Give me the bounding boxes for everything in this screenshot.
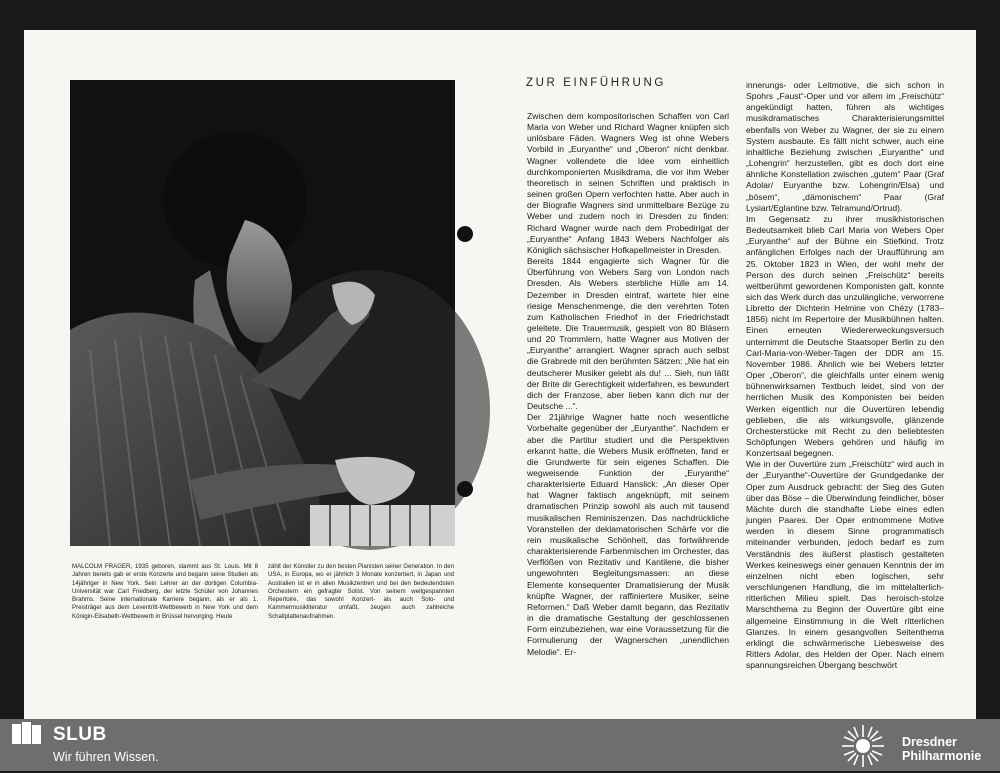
pianist-photo (70, 80, 455, 546)
photo-caption-left: MALCOLM FRAGER, 1935 geboren, stammt aus St. Louis. Mit 8 Jahren bereits gab er erste Konzerte und begann seine Studien als 14jähriger in New York. Sein Lehrer an der dortigen Columbia-Universität war Carl Friedberg, der letzte Schüler von Johannes Brahms. Seine internationale Karriere begann, als er als 1. Preisträger aus dem Leventritt-Wettbewerb in New York und dem Königin-Elisabeth-Wettbewerb in Brüssel hervorging. Heute (72, 563, 258, 620)
photo-caption-right: zählt der Künstler zu den besten Pianisten seiner Generation. In den USA, in Europa, wo er jährlich 3 Monate konzertiert, in Japan und Australien ist er in allen Musikzentren und bei den bedeutendsten Orchestern ein gefragter Solist. Von seinem weitgespannten Repertoire, das sowohl Konzert- als auch Solo- und Kammermusikliteratur umfaßt, zeugen auch zahlreiche Schallplattenaufnahmen. (268, 563, 454, 620)
text-column-1 (527, 111, 729, 657)
section-heading: ZUR EINFÜHRUNG (526, 77, 666, 89)
paragraph: Der 21jährige Wagner hatte noch wesentliche Vorbehalte gegenüber der „Euryanthe“. Nachdem er aber die Partitur studiert und die Perspektiven erkannt hatte, die Webers Musik eröffneten, fand er die Grundwerte für sein eigenes Schaffen. Die wegweisende Funktion der „Euryanthe“ charakterisierte Eduard Hanslick: „An dieser Oper hat Wagner faktisch angeknüpft, mit seinem dramatischen Prinzip sowohl als auch mit tausend musikalischen Reminiszenzen. Das nachdrückliche Voranstellen der deklamatorischen Schärfe vor die rein musikalische Schönheit, das fortwährende charakterisierende Farbenmischen im Orchester, das Verflößen von Rezitativ und Kantilene, die bisher ungewohnten Begleitungsmassen: an diese Elemente konsequenter Dramatisierung der Musik knüpfte Wagner, der raffiniertere Musiker, seine Reformen.“ Daß Weber damit begann, das Rezitativ in die dramatische Gestaltung der geschlossenen Form einzubeziehen, war eine Voraussetzung für die Formulierung der Wagnerschen „unendlichen Melodie“. Er- (527, 412, 729, 657)
philharmonie-name-line1: Dresdner (902, 735, 957, 749)
punch-hole (457, 481, 473, 497)
text-column-2 (746, 80, 944, 671)
paragraph: Im Gegensatz zu ihrer musikhistorischen Bedeutsamkeit blieb Carl Maria von Webers Oper „Euryanthe“ auf der Bühne ein Stiefkind. Trotz anfänglichen Erfolges nach der Uraufführung am 25. Oktober 1823 in Wien, der wohl mehr der Person des durch seinen „Freischütz“ bereits weltberühmt gewordenen Komponisten galt, konnte sich das Werk durch das unzulängliche, verworrene Libretto der Dichterin Helmine von Chézy (1783–1856) nicht im Repertoire der Musikbühnen halten. Einen erneuten Wiedererweckungsversuch unternimmt die Deutsche Staatsoper Berlin zu den Carl-Maria-von-Weber-Tagen der DDR am 15. November 1986. Ähnlich wie bei Webers letzter Oper „Oberon“, die gleichfalls unter einem wenig bühnenwirksamen Textbuch leidet, sind von der herrlichen Musik des Komponisten bei beiden Werken eigentlich nur die Ouvertüren lebendig geblieben, die als wirkungsvolle, glänzende Orchesterstücke mit Recht zu den beliebtesten Schöpfungen Webers gehören und häufig im Konzertsaal begegnen. (746, 213, 944, 459)
slub-logo-icon[interactable] (12, 722, 42, 744)
slub-brand-name[interactable]: SLUB (53, 724, 107, 745)
paragraph: Bereits 1844 engagierte sich Wagner für die Überführung von Webers Sarg von London nach Dresden. Als Webers sterbliche Hülle am 14. Dezember in Dresden eintraf, wartete hier eine riesige Menschenmenge, die den verehrten Toten zum Katholischen Friedhof in der Friedrichstadt geleitete. Die Trauermusik, gespielt von 80 Bläsern und 20 Trommlern, hatte Wagner aus Motiven der „Euryanthe“ arrangiert. Wagner sprach auch selbst die Grabrede mit den berühmten Sätzen: „Nie hat ein deutscherer Musiker gelebt als du! ... Sieh, nun läßt der Brite dir Gerechtigkeit widerfahren, es bewundert dich der Franzose, aber lieben kann dich nur der Deutsche ...“. (527, 256, 729, 412)
punch-hole (457, 226, 473, 242)
paragraph: Wie in der Ouvertüre zum „Freischütz“ wird auch in der „Euryanthe“-Ouvertüre der Grundgedanke der Oper zum Ausdruck gebracht: der Sieg des Guten über das Böse – die Überwindung feindlicher, böser Mächte durch die standhafte Liebe eines edlen jungen Paares. Der Oper entnommene Motive werden in diesem Sinne programmatisch miteinander verbunden, jedoch bedarf es zum Verständnis des äußerst plastisch gestalteten Werkes keineswegs einer genauen Kenntnis der im einzelnen nicht eben logischen, sehr verschlungenen Handlung, die im mittelalterlich-ritterlichen Milieu spielt. Das heroisch-stolze Marschthema zu Beginn der Ouvertüre gibt eine allgemeine Einstimmung in die Welt ritterlichen Glanzes. In einem gesangvollen Seitenthema erklingt die schwärmerische Liebesweise des Ritters Adolar, des Helden der Oper. Nach einem spannungsreichen Übergang beschwört (746, 459, 944, 671)
paragraph: Zwischen dem kompositorischen Schaffen von Carl Maria von Weber und Richard Wagner knüpfen sich unlösbare Fäden. Wagners Weg ist ohne Webers Vorbild in „Euryanthe“ und „Oberon“ nicht denkbar. Wagner vollendete die Idee vom einheitlich durchkomponierten Musikdrama, die vor ihm Weber theoretisch in seinen Schriften und praktisch in seinen großen Opern verfochten hatte. Aber auch in der Biografie Wagners sind unmittelbare Bezüge zu Weber und zudem noch in Dresden zu finden: Richard Wagner wurde nach dem Probedirigat der „Euryanthe“ Anfang 1843 Webers Nachfolger als Königlich sächsischer Hofkapellmeister in Dresden. (527, 111, 729, 255)
philharmonie-sun-logo-icon[interactable] (840, 723, 886, 769)
slub-tagline: Wir führen Wissen. (53, 750, 159, 764)
paragraph: innerungs- oder Leitmotive, die sich schon in Spohrs „Faust“-Oper und vor allem im „Freischütz“ angekündigt hatten, führen als wichtiges musikdramatisches Charakterisierungsmittel ebenfalls von Weber zu Wagner, der sie zu einem System ausbaute. Es fällt nicht schwer, auch eine inhaltliche Beziehung zwischen „Euryanthe“ und „Lohengrin“ herzustellen, gibt es doch dort eine ähnliche Konstellation zwischen „gutem“ Paar (Graf Adolar/ Euryanthe bzw. Lohengrin/Elsa) und „bösem“, „dämonischem“ Paar (Graf Lysiart/Eglantine bzw. Telramund/Ortrud). (746, 80, 944, 213)
philharmonie-name-line2: Philharmonie (902, 749, 982, 763)
photo-pianist (70, 80, 455, 546)
philharmonie-name[interactable] (902, 735, 981, 763)
